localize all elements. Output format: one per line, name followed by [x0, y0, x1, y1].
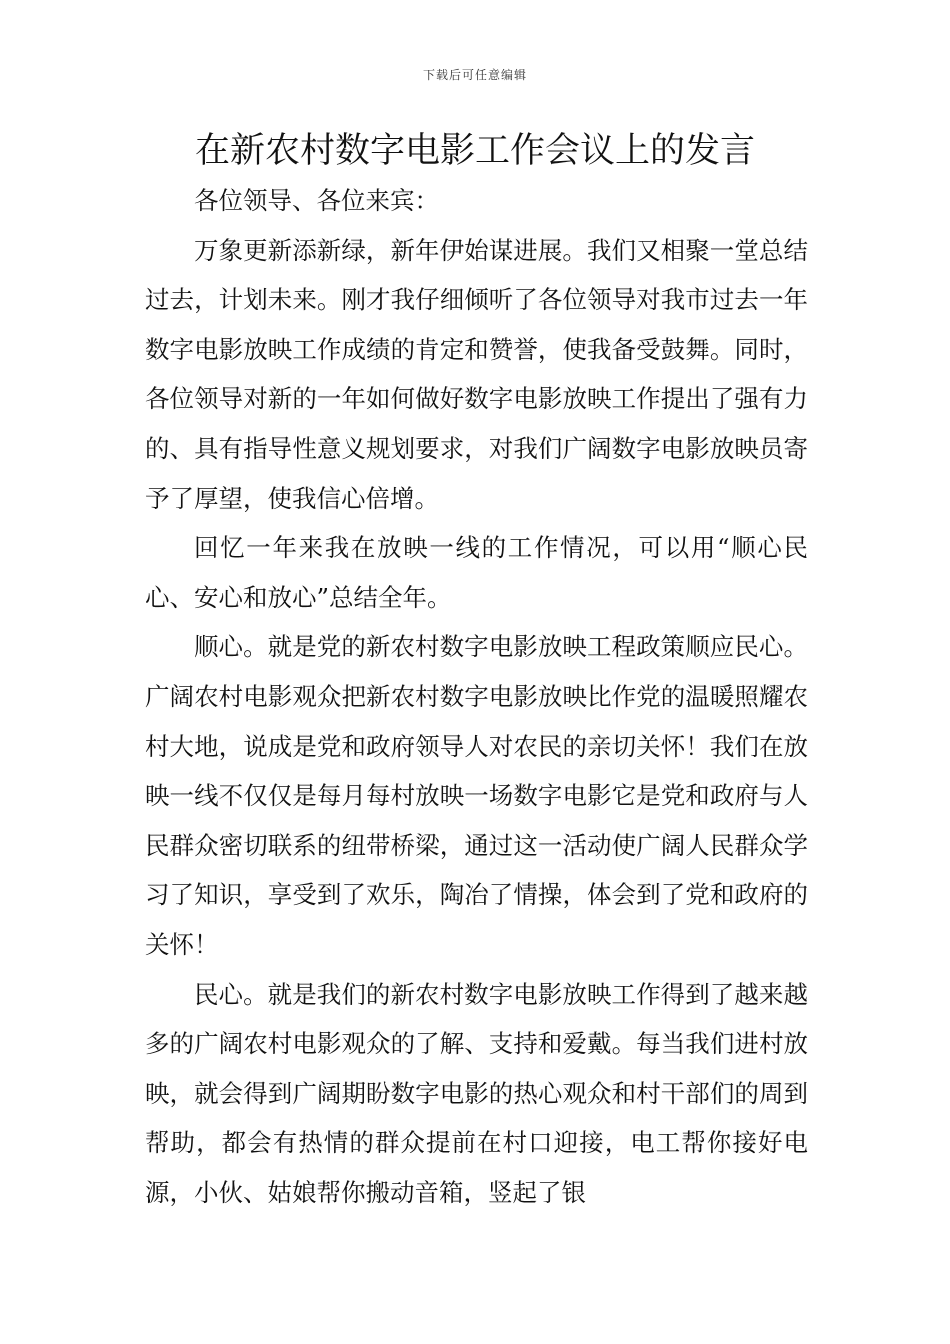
- document-title: 在新农村数字电影工作会议上的发言: [194, 131, 755, 171]
- document-body: [145, 176, 808, 1217]
- paragraph-2: 回忆一年来我在放映一线的工作情况，可以用“顺心民心、安心和放心”总结全年。: [145, 533, 808, 612]
- paragraph-4: 民心。就是我们的新农村数字电影放映工作得到了越来越多的广阔农村电影观众的了解、支持和爱戴。每当我们进村放映，就会得到广阔期盼数字电影的热心观众和村干部们的周到帮助，都会有热情的群众提前在村口迎接，电工帮你接好电源，小伙、姑娘帮你搬动音箱，竖起了银: [145, 979, 808, 1207]
- salutation: 各位领导、各位来宾：: [194, 186, 439, 215]
- paragraph-3: 顺心。就是党的新农村数字电影放映工程政策顺应民心。广阔农村电影观众把新农村数字电影放映比作党的温暖照耀农村大地，说成是党和政府领导人对农民的亲切关怀！我们在放映一线不仅仅是每月每村放映一场数字电影它是党和政府与人民群众密切联系的纽带桥梁，通过这一活动使广阔人民群众学习了知识，享受到了欢乐，陶冶了情操，体会到了党和政府的关怀！: [145, 632, 808, 959]
- paragraph-1: 万象更新添新绿，新年伊始谋进展。我们又相聚一堂总结过去，计划未来。刚才我仔细倾听了各位领导对我市过去一年数字电影放映工作成绩的肯定和赞誉，使我备受鼓舞。同时，各位领导对新的一年如何做好数字电影放映工作提出了强有力的、具有指导性意义规划要求，对我们广阔数字电影放映员寄予了厚望，使我信心倍增。: [145, 235, 808, 513]
- header-note: 下载后可任意编辑: [422, 68, 527, 82]
